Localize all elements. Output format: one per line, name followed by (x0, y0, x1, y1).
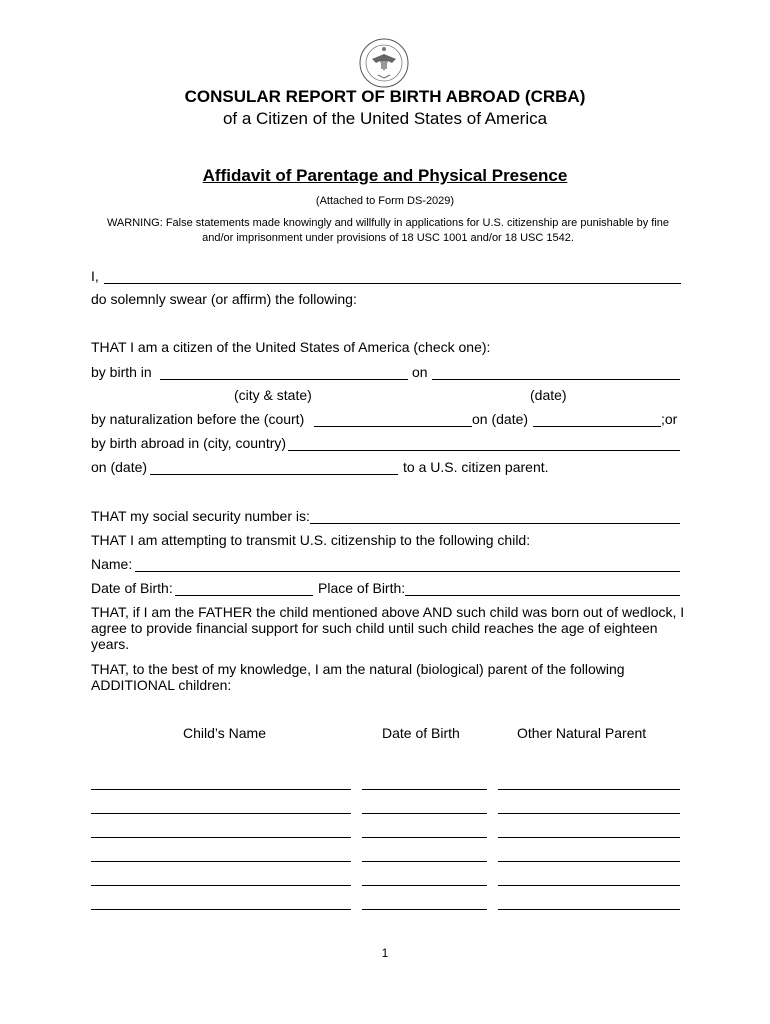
other-parent-cell[interactable] (498, 909, 680, 910)
date-hint: (date) (530, 387, 567, 403)
col-date-of-birth: Date of Birth (382, 725, 460, 741)
child-dob-cell[interactable] (362, 837, 487, 838)
child-name-cell[interactable] (91, 861, 351, 862)
swear-text: do solemnly swear (or affirm) the following: (91, 291, 357, 307)
birth-date-field[interactable] (432, 379, 680, 380)
affidavit-title: Affidavit of Parentage and Physical Presence (202, 166, 568, 185)
child-name-cell[interactable] (91, 885, 351, 886)
citizen-parent-text: to a U.S. citizen parent. (403, 459, 549, 475)
naturalization-court-field[interactable] (314, 426, 472, 427)
other-parent-cell[interactable] (498, 861, 680, 862)
child-dob-cell[interactable] (362, 861, 487, 862)
child-name-label: Name: (91, 556, 133, 572)
on-date-abroad-label: on (date) (91, 459, 148, 475)
birth-abroad-place-field[interactable] (288, 450, 680, 451)
col-other-parent: Other Natural Parent (517, 725, 647, 741)
department-of-state-seal (358, 37, 410, 89)
child-dob-label: Date of Birth: (91, 580, 173, 596)
on-label: on (412, 364, 428, 380)
birth-abroad-date-field[interactable] (150, 474, 398, 475)
form-title: CONSULAR REPORT OF BIRTH ABROAD (CRBA) (184, 87, 586, 106)
child-dob-cell[interactable] (362, 789, 487, 790)
child-pob-field[interactable] (405, 595, 680, 596)
child-dob-cell[interactable] (362, 813, 487, 814)
attached-note: (Attached to Form DS-2029) (315, 195, 455, 207)
other-parent-cell[interactable] (498, 789, 680, 790)
child-name-cell[interactable] (91, 909, 351, 910)
child-name-cell[interactable] (91, 813, 351, 814)
form-subtitle: of a Citizen of the United States of America (222, 109, 548, 128)
warning-text: WARNING: False statements made knowingly and willfully in applications for U.S. citizenship are punishable by fine and/or imprisonment under provisions of 18 USC 1001 and/or 18 USC 1542. (106, 217, 670, 244)
or-suffix: ;or (661, 411, 678, 427)
birth-abroad-label: by birth abroad in (city, country) (91, 435, 287, 451)
other-parent-cell[interactable] (498, 837, 680, 838)
child-dob-field[interactable] (175, 595, 313, 596)
father-clause: THAT, if I am the FATHER the child mentioned above AND such child was born out of wedlock, I agree to provide financial support for such child until such child reaches the age of eighteen years. (91, 604, 685, 652)
child-dob-cell[interactable] (362, 885, 487, 886)
naturalization-label: by naturalization before the (court) (91, 411, 305, 427)
by-birth-in-label: by birth in (91, 364, 152, 380)
other-parent-cell[interactable] (498, 813, 680, 814)
child-dob-cell[interactable] (362, 909, 487, 910)
i-label: I, (91, 268, 99, 284)
page-number: 1 (381, 946, 389, 960)
col-child-name: Child’s Name (183, 725, 266, 741)
city-state-hint: (city & state) (234, 387, 312, 403)
ssn-field[interactable] (310, 523, 680, 524)
declarant-name-field[interactable] (104, 283, 681, 284)
birth-city-state-field[interactable] (160, 379, 408, 380)
other-parent-cell[interactable] (498, 885, 680, 886)
citizen-statement: THAT I am a citizen of the United States of America (check one): (91, 339, 491, 355)
child-pob-label: Place of Birth: (318, 580, 406, 596)
on-date-label: on (date) (472, 411, 529, 427)
child-name-cell[interactable] (91, 837, 351, 838)
ssn-label: THAT my social security number is: (91, 508, 310, 524)
transmit-statement: THAT I am attempting to transmit U.S. citizenship to the following child: (91, 532, 531, 548)
child-name-field[interactable] (135, 571, 680, 572)
naturalization-date-field[interactable] (533, 426, 661, 427)
child-name-cell[interactable] (91, 789, 351, 790)
natural-parent-statement: THAT, to the best of my knowledge, I am the natural (biological) parent of the following ADDITIONAL children: (91, 661, 625, 693)
